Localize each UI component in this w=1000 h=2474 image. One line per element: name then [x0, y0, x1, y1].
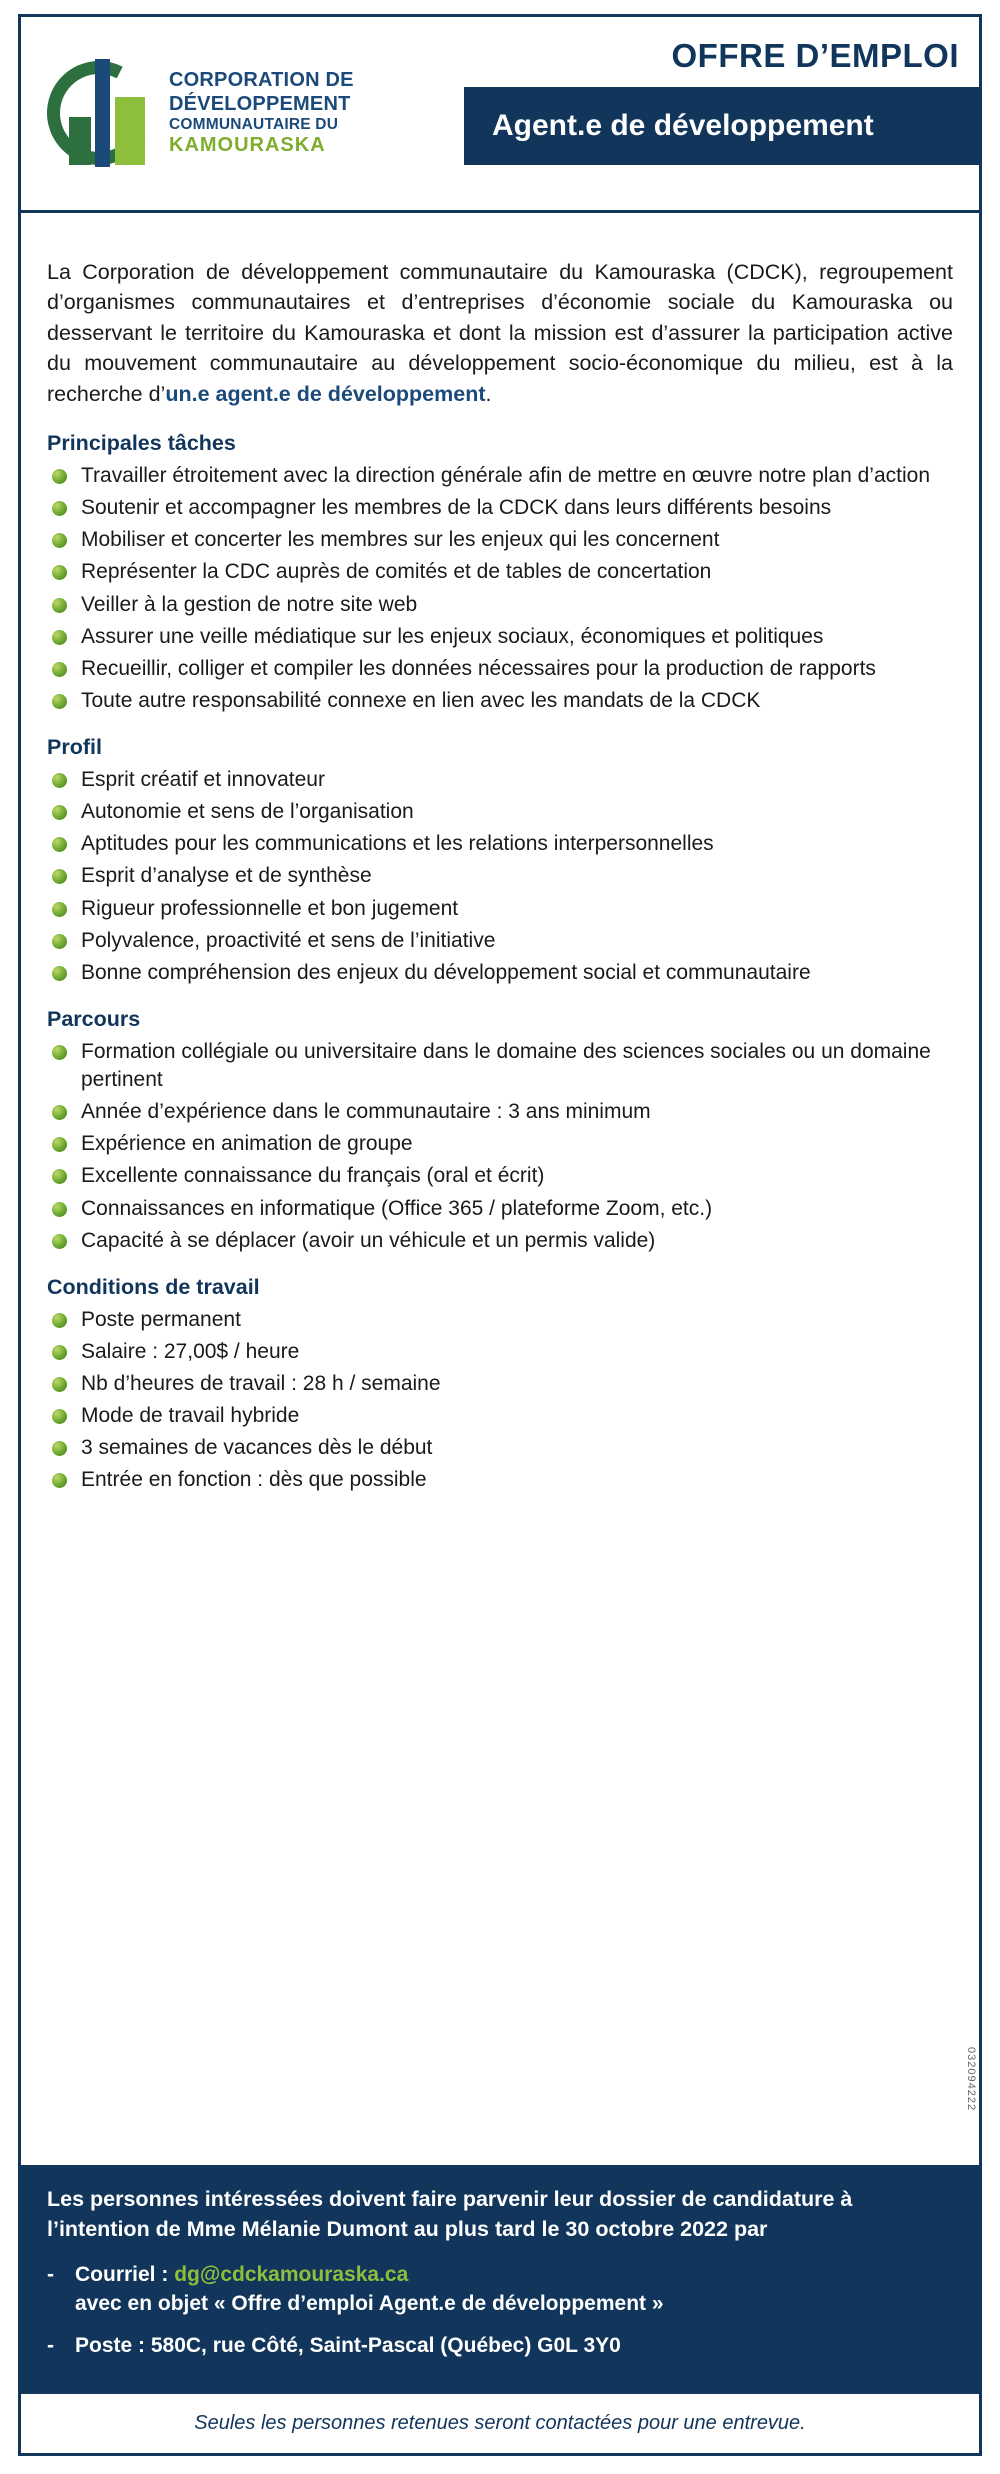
contact-email-address[interactable]: dg@cdckamouraska.ca — [174, 2262, 409, 2286]
list-item — [47, 927, 953, 955]
list-item — [47, 494, 953, 522]
list-item-text: Recueillir, colliger et compiler les données nécessaires pour la production de rapports — [81, 656, 876, 680]
bullet-icon — [52, 1473, 67, 1488]
list-item-text: Mobiliser et concerter les membres sur les enjeux qui les concernent — [81, 528, 720, 552]
list-item-text: Esprit d’analyse et de synthèse — [81, 864, 372, 888]
list-item — [47, 1306, 953, 1334]
job-title: Agent.e de développement — [464, 87, 979, 165]
bullet-icon — [52, 694, 67, 709]
bullet-icon — [52, 469, 67, 484]
job-ad-card — [18, 14, 982, 2456]
list-item — [47, 798, 953, 826]
list-item-text: Poste permanent — [81, 1307, 241, 1331]
list-item — [47, 526, 953, 554]
intro-text-after: . — [485, 381, 492, 406]
list-item-text: Formation collégiale ou universitaire dans le domaine des sciences sociales ou un domaine pertinent — [81, 1039, 931, 1092]
contact-mail-address: Poste : 580C, rue Côté, Saint-Pascal (Québec) G0L 3Y0 — [75, 2333, 621, 2357]
list-item — [47, 1098, 953, 1126]
bullet-icon — [52, 1345, 67, 1360]
contact-email-row — [47, 2260, 953, 2319]
contact-email-line — [75, 2260, 664, 2289]
list-item-text: Mode de travail hybride — [81, 1404, 300, 1428]
bullet-icon — [52, 837, 67, 852]
list-item-text: Autonomie et sens de l’organisation — [81, 800, 414, 824]
list-item — [47, 1338, 953, 1366]
list-item-text: Assurer une veille médiatique sur les enjeux sociaux, économiques et politiques — [81, 624, 824, 648]
list-item — [47, 1370, 953, 1398]
application-footer — [21, 2165, 979, 2394]
application-instructions: Les personnes intéressées doivent faire parvenir leur dossier de candidature à l’intention de Mme Mélanie Dumont au plus tard le 30 octobre 2022 par — [47, 2187, 853, 2241]
bullet-icon — [52, 1313, 67, 1328]
ad-header — [21, 17, 979, 213]
list-item-text: Capacité à se déplacer (avoir un véhicule et un permis valide) — [81, 1228, 656, 1252]
contact-mail-row — [47, 2331, 953, 2360]
organization-name — [169, 69, 354, 158]
list-item-text: Aptitudes pour les communications et les relations interpersonnelles — [81, 832, 714, 856]
bullet-icon — [52, 662, 67, 677]
bullet-icon — [52, 598, 67, 613]
list-item — [47, 1130, 953, 1158]
bullet-icon — [52, 1234, 67, 1249]
ad-body — [21, 213, 979, 2151]
org-line-4: KAMOURASKA — [169, 134, 326, 157]
list-item-text: Toute autre responsabilité connexe en lien avec les mandats de la CDCK — [81, 688, 761, 712]
intro-highlight: un.e agent.e de développement — [165, 381, 486, 406]
list-item-text: Polyvalence, proactivité et sens de l’initiative — [81, 928, 496, 952]
org-line-2: DÉVELOPPEMENT — [169, 92, 351, 115]
list-item — [47, 1227, 953, 1255]
list-item — [47, 462, 953, 490]
list-item — [47, 830, 953, 858]
intro-paragraph — [47, 257, 953, 410]
bullet-icon — [52, 773, 67, 788]
contact-dash: - — [47, 2262, 54, 2286]
org-line-3: COMMUNAUTAIRE DU — [169, 116, 339, 134]
section-list-parcours — [47, 1038, 953, 1255]
bullet-icon — [52, 1169, 67, 1184]
section-list-conditions — [47, 1306, 953, 1495]
list-item — [47, 895, 953, 923]
list-item-text: Représenter la CDC auprès de comités et de tables de concertation — [81, 560, 712, 584]
list-item — [47, 1434, 953, 1462]
bullet-icon — [52, 533, 67, 548]
bullet-icon — [52, 934, 67, 949]
bullet-icon — [52, 565, 67, 580]
list-item-text: Expérience en animation de groupe — [81, 1132, 413, 1156]
list-item — [47, 1195, 953, 1223]
bullet-icon — [52, 501, 67, 516]
bullet-icon — [52, 869, 67, 884]
list-item — [47, 687, 953, 715]
list-item — [47, 558, 953, 586]
list-item — [47, 1402, 953, 1430]
bullet-icon — [52, 1045, 67, 1060]
list-item — [47, 766, 953, 794]
list-item-text: Entrée en fonction : dès que possible — [81, 1468, 427, 1492]
header-right — [456, 17, 979, 210]
list-item — [47, 591, 953, 619]
list-item — [47, 655, 953, 683]
list-item-text: Nb d’heures de travail : 28 h / semaine — [81, 1372, 441, 1396]
bullet-icon — [52, 805, 67, 820]
section-title-profil: Profil — [47, 735, 102, 760]
list-item-text: Connaissances en informatique (Office 365 / plateforme Zoom, etc.) — [81, 1196, 713, 1220]
reference-code: 032094222 — [965, 2047, 977, 2112]
list-item-text: Soutenir et accompagner les membres de la CDCK dans leurs différents besoins — [81, 496, 832, 520]
list-item — [47, 959, 953, 987]
bullet-icon — [52, 966, 67, 981]
bullet-icon — [52, 1377, 67, 1392]
list-item-text: Esprit créatif et innovateur — [81, 768, 325, 792]
list-item — [47, 623, 953, 651]
list-item-text: Excellente connaissance du français (oral et écrit) — [81, 1164, 545, 1188]
list-item-text: Travailler étroitement avec la direction générale afin de mettre en œuvre notre plan d’action — [81, 464, 930, 488]
section-title-taches: Principales tâches — [47, 431, 236, 456]
list-item-text: Veiller à la gestion de notre site web — [81, 592, 418, 616]
list-item-text: Année d’expérience dans le communautaire : 3 ans minimum — [81, 1100, 651, 1124]
list-item — [47, 1162, 953, 1190]
footer-note: Seules les personnes retenues seront contactées pour une entrevue. — [21, 2394, 979, 2453]
list-item-text: Salaire : 27,00$ / heure — [81, 1339, 300, 1363]
offer-label: OFFRE D’EMPLOI — [671, 37, 959, 74]
intro-text-before: La Corporation de développement communautaire du Kamouraska (CDCK), regroupement d’organismes communautaires et d’entreprises d’économie sociale du Kamouraska ou desservant le territoire du Kamouraska et dont la mission est d’assurer la participation active du mouvement communautaire au développement socio-économique du milieu, est à la recherche d’ — [47, 259, 953, 406]
list-item — [47, 1466, 953, 1494]
list-item-text: Bonne compréhension des enjeux du développement social et communautaire — [81, 960, 811, 984]
bullet-icon — [52, 1409, 67, 1424]
contact-dash: - — [47, 2333, 54, 2357]
bullet-icon — [52, 1105, 67, 1120]
bullet-icon — [52, 630, 67, 645]
list-item-text: Rigueur professionnelle et bon jugement — [81, 896, 459, 920]
list-item-text: 3 semaines de vacances dès le début — [81, 1436, 433, 1460]
bullet-icon — [52, 1441, 67, 1456]
cdck-logo-icon — [43, 55, 155, 173]
organization-logo — [21, 17, 456, 210]
contact-email-subject: avec en objet « Offre d’emploi Agent.e de développement » — [75, 2292, 664, 2316]
bullet-icon — [52, 1137, 67, 1152]
contact-email-label: Courriel : — [75, 2262, 169, 2286]
list-item — [47, 1038, 953, 1094]
section-list-profil — [47, 766, 953, 987]
bullet-icon — [52, 1202, 67, 1217]
section-title-conditions: Conditions de travail — [47, 1274, 260, 1299]
section-list-taches — [47, 462, 953, 715]
list-item — [47, 862, 953, 890]
section-title-parcours: Parcours — [47, 1006, 141, 1031]
bullet-icon — [52, 902, 67, 917]
org-line-1: CORPORATION DE — [169, 68, 354, 91]
